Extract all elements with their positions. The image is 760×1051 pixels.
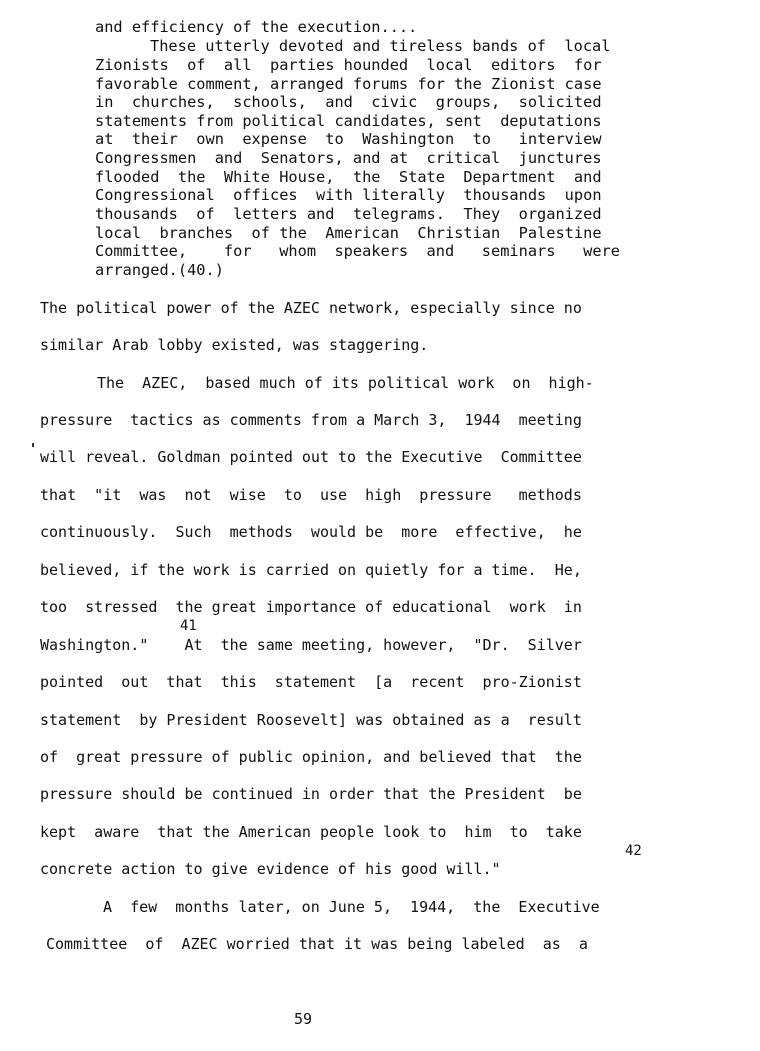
quote-line: Congressmen and Senators, and at critical junctures	[95, 149, 602, 167]
body-line: statement by President Roosevelt] was obtained as a result	[40, 711, 582, 729]
margin-mark	[32, 443, 34, 447]
body-line: A few months later, on June 5, 1944, the Executive	[103, 898, 600, 916]
quote-line: favorable comment, arranged forums for the Zionist case	[95, 75, 602, 93]
quote-line: at their own expense to Washington to interview	[95, 130, 602, 148]
quote-line: flooded the White House, the State Department and	[95, 168, 602, 186]
quote-line: Zionists of all parties hounded local editors for	[95, 56, 602, 74]
body-line: of great pressure of public opinion, and believed that the	[40, 748, 582, 766]
body-line: Committee of AZEC worried that it was being labeled as a	[46, 935, 588, 953]
quote-line: thousands of letters and telegrams. They organized	[95, 205, 602, 223]
body-line: concrete action to give evidence of his good will."	[40, 860, 501, 878]
body-line: too stressed the great importance of educational work in	[40, 598, 582, 616]
footnote-marker: 41	[180, 618, 197, 634]
body-line: pressure tactics as comments from a March 3, 1944 meeting	[40, 411, 582, 429]
quote-line: in churches, schools, and civic groups, solicited	[95, 93, 602, 111]
body-line: pointed out that this statement [a recent pro-Zionist	[40, 673, 582, 691]
quote-line: Committee, for whom speakers and seminars were	[95, 242, 620, 260]
quote-line: local branches of the American Christian Palestine	[95, 224, 602, 242]
body-line: continuously. Such methods would be more effective, he	[40, 523, 582, 541]
body-line: pressure should be continued in order that the President be	[40, 785, 582, 803]
quote-line: and efficiency of the execution....	[95, 18, 418, 36]
page-number: 59	[294, 1010, 313, 1028]
footnote-marker: 42	[625, 843, 642, 859]
body-line: will reveal. Goldman pointed out to the Executive Committee	[40, 448, 582, 466]
body-line: kept aware that the American people look to him to take	[40, 823, 582, 841]
body-line: that "it was not wise to use high pressure methods	[40, 486, 582, 504]
body-line: believed, if the work is carried on quietly for a time. He,	[40, 561, 582, 579]
quote-line: arranged.(40.)	[95, 261, 224, 279]
body-line: The AZEC, based much of its political work on high-	[97, 374, 594, 392]
body-line: similar Arab lobby existed, was staggering.	[40, 336, 429, 354]
quote-line: Congressional offices with literally thousands upon	[95, 186, 602, 204]
quote-line: statements from political candidates, sent deputations	[95, 112, 602, 130]
body-line: Washington." At the same meeting, however, "Dr. Silver	[40, 636, 582, 654]
quote-line: These utterly devoted and tireless bands of local	[150, 37, 611, 55]
body-line: The political power of the AZEC network, especially since no	[40, 299, 582, 317]
